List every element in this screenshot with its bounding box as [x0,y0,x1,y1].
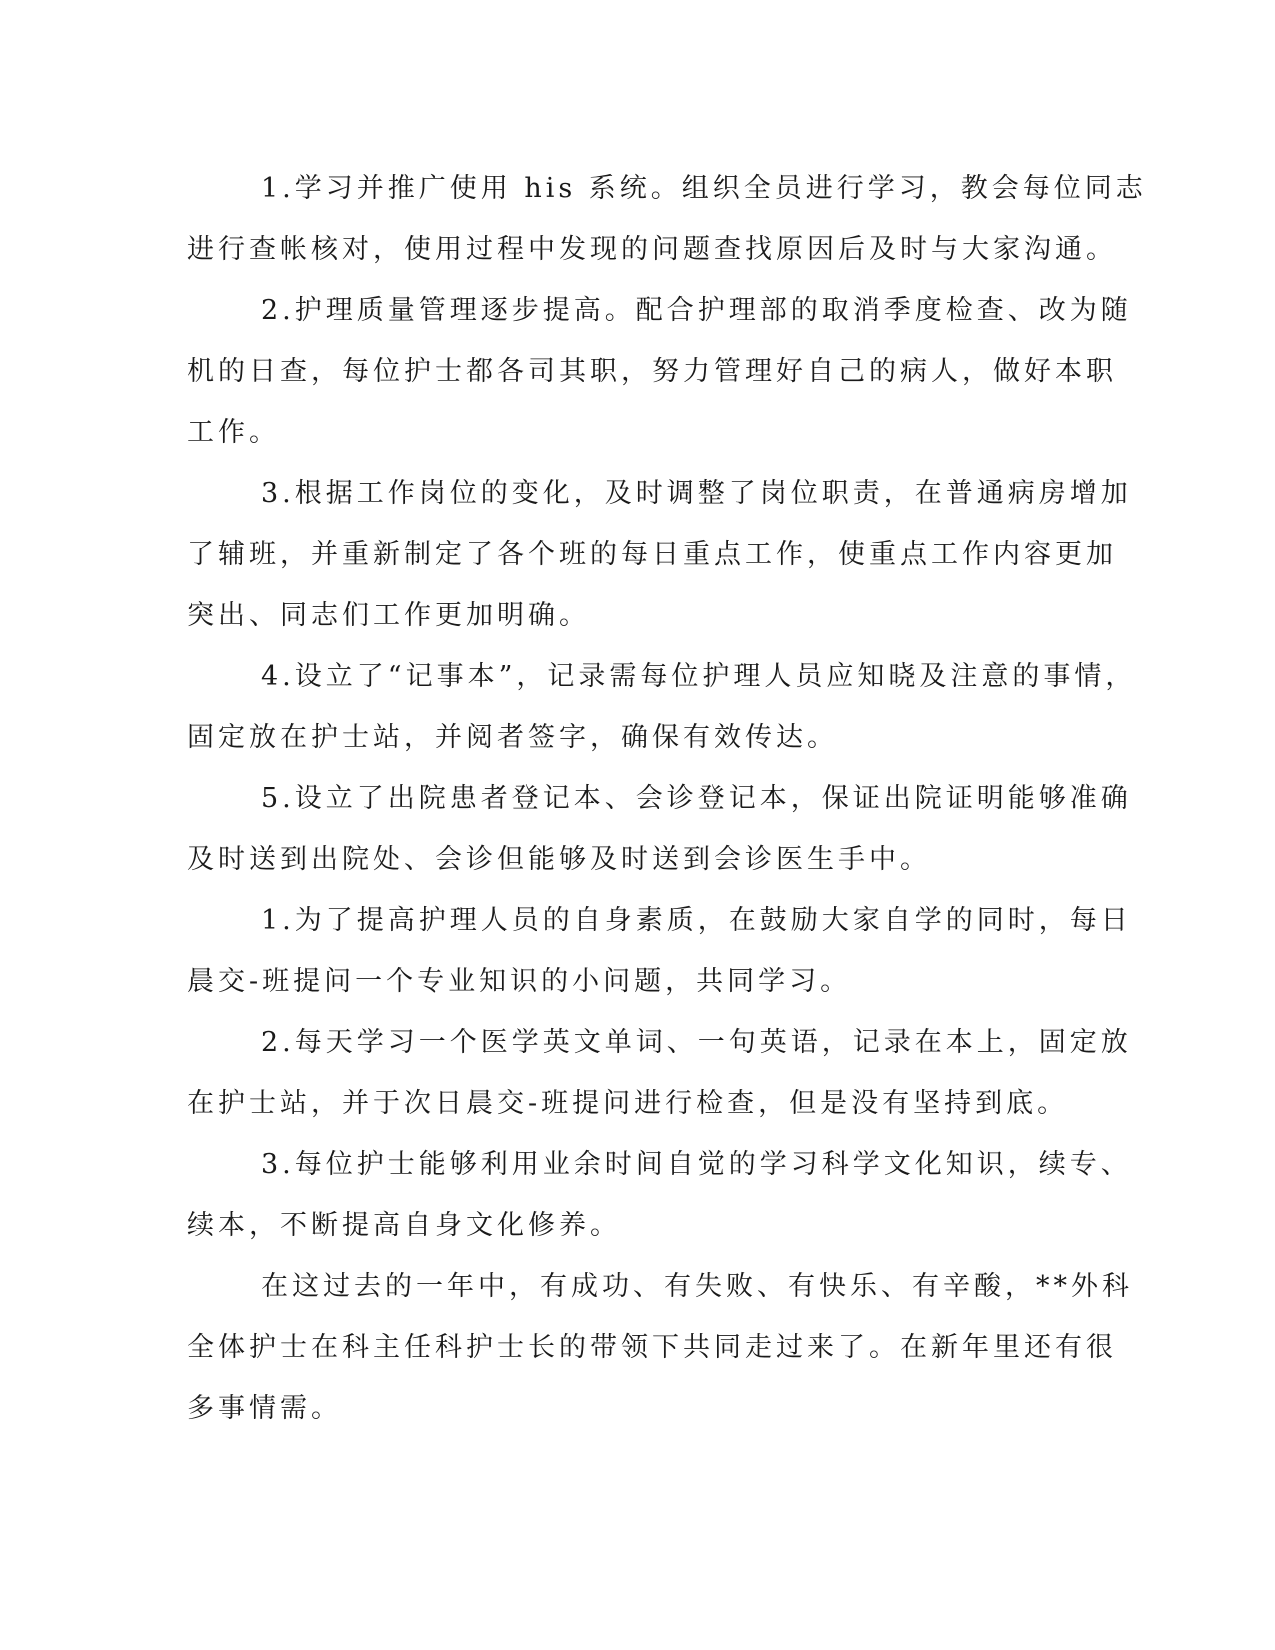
paragraph-line: 5.设立了出院患者登记本、会诊登记本，保证出院证明能够准确 [261,783,1132,814]
paragraph-3 [187,463,1132,646]
paragraph-line: 了辅班，并重新制定了各个班的每日重点工作，使重点工作内容更加 [187,539,1117,570]
paragraph-line: 及时送到出院处、会诊但能够及时送到会诊医生手中。 [187,844,931,875]
paragraph-line: 突出、同志们工作更加明确。 [187,600,590,631]
paragraph-line: 固定放在护士站，并阅者签字，确保有效传达。 [187,722,838,753]
paragraph-4 [187,646,1137,768]
paragraph-line: 2.护理质量管理逐步提高。配合护理部的取消季度检查、改为随 [261,295,1132,326]
paragraph-line: 全体护士在科主任科护士长的带领下共同走过来了。在新年里还有很 [187,1332,1117,1363]
paragraph-line: 2.每天学习一个医学英文单词、一句英语，记录在本上，固定放 [261,1027,1132,1058]
paragraph-8 [187,1134,1132,1256]
paragraph-line: 在护士站，并于次日晨交-班提问进行检查，但是没有坚持到底。 [187,1088,1069,1119]
paragraph-9 [187,1256,1133,1439]
paragraph-line: 进行查帐核对，使用过程中发现的问题查找原因后及时与大家沟通。 [187,234,1117,265]
paragraph-1 [187,158,1147,280]
paragraph-6 [187,890,1132,1012]
paragraph-line: 3.根据工作岗位的变化，及时调整了岗位职责，在普通病房增加 [261,478,1132,509]
paragraph-line: 机的日查，每位护士都各司其职，努力管理好自己的病人，做好本职 [187,356,1117,387]
paragraph-2 [187,280,1132,463]
paragraph-line: 4.设立了“记事本”，记录需每位护理人员应知晓及注意的事情， [261,661,1137,692]
paragraph-line: 晨交-班提问一个专业知识的小问题，共同学习。 [187,966,852,997]
paragraph-line: 3.每位护士能够利用业余时间自觉的学习科学文化知识，续专、 [261,1149,1132,1180]
paragraph-5 [187,768,1132,890]
paragraph-line: 1.为了提高护理人员的自身素质，在鼓励大家自学的同时，每日 [261,905,1132,936]
paragraph-7 [187,1012,1132,1134]
paragraph-line: 多事情需。 [187,1393,342,1424]
paragraph-line: 1.学习并推广使用 his 系统。组织全员进行学习，教会每位同志 [261,173,1147,204]
paragraph-line: 工作。 [187,417,280,448]
paragraph-line: 续本，不断提高自身文化修养。 [187,1210,621,1241]
paragraph-line: 在这过去的一年中，有成功、有失败、有快乐、有辛酸，**外科 [261,1271,1133,1302]
document-body [187,158,1147,1439]
